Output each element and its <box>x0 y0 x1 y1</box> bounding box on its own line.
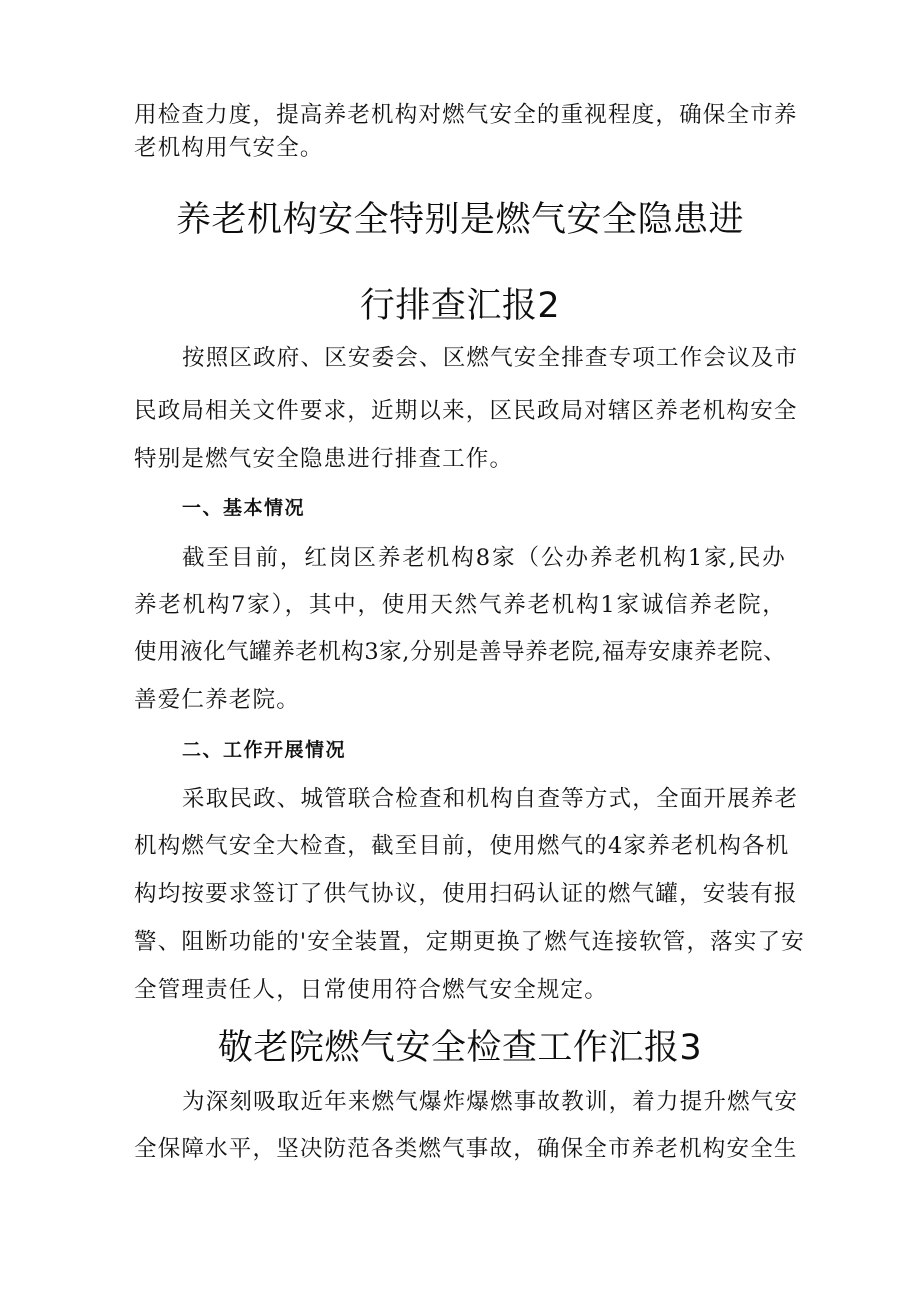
paragraph-line: 全保障水平，坚决防范各类燃气事故，确保全市养老机构安全生 <box>134 1136 798 1162</box>
subsection-heading: 二、工作开展情况 <box>182 739 347 761</box>
section-title: 敬老院燃气安全检查工作汇报3 <box>217 1028 703 1068</box>
paragraph-line: 用检查力度，提高养老机构对燃气安全的重视程度，确保全市养 <box>134 102 798 128</box>
paragraph-line: 善爱仁养老院。 <box>134 687 300 713</box>
section-title: 养老机构安全特别是燃气安全隐患进 <box>175 200 744 240</box>
paragraph-line: 民政局相关文件要求，近期以来，区民政局对辖区养老机构安全 <box>134 398 798 424</box>
paragraph-line: 警、阻断功能的'安全装置，定期更换了燃气连接软管，落实了安 <box>134 929 805 955</box>
paragraph-line: 全管理责任人，日常使用符合燃气安全规定。 <box>134 977 609 1003</box>
paragraph-line: 机构燃气安全大检查，截至目前，使用燃气的4家养老机构各机 <box>134 833 790 859</box>
paragraph-line: 为深刻吸取近年来燃气爆炸爆燃事故教训，着力提升燃气安 <box>182 1089 799 1115</box>
paragraph-line: 使用液化气罐养老机构3家,分别是善导养老院,福寿安康养老院、 <box>134 639 786 665</box>
subsection-heading: 一、基本情况 <box>182 497 306 519</box>
section-title: 行排查汇报2 <box>359 286 561 326</box>
paragraph-line: 采取民政、城管联合检查和机构自查等方式，全面开展养老 <box>182 786 799 812</box>
paragraph-line: 按照区政府、区安委会、区燃气安全排查专项工作会议及市 <box>182 345 799 371</box>
paragraph-line: 特别是燃气安全隐患进行排查工作。 <box>134 446 514 472</box>
paragraph-line: 截至目前，红岗区养老机构8家（公办养老机构1家,民办 <box>182 545 786 571</box>
paragraph-line: 老机构用气安全。 <box>134 135 324 161</box>
paragraph-line: 构均按要求签订了供气协议，使用扫码认证的燃气罐，安装有报 <box>134 881 798 907</box>
paragraph-line: 养老机构7家），其中，使用天然气养老机构1家诚信养老院， <box>134 592 786 618</box>
